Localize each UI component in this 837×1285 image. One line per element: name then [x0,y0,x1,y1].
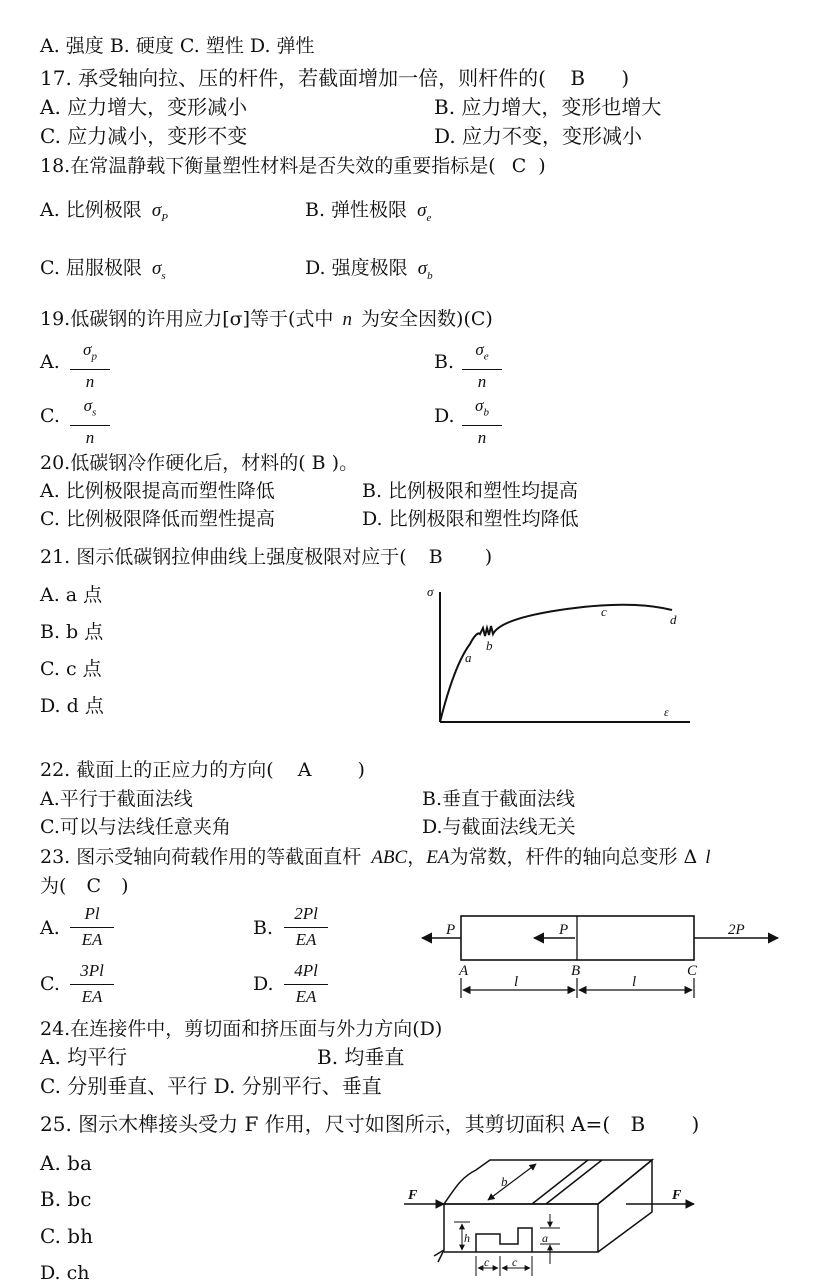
q23-option-d-label: D. [253,973,274,995]
q21-close: ) [484,546,493,568]
q23-option-a-label: A. [40,917,60,939]
q18-answer: C [511,155,527,177]
q21-option-d: D. d 点 [40,695,104,717]
q24-option-a: A. 均平行 [40,1045,128,1069]
q21-stem-text: 21. 图示低碳钢拉伸曲线上强度极限对应于( [40,546,407,568]
q18-option-c-text: C. 屈服极限 [40,257,142,279]
q23-answer: C [86,875,102,897]
q17-option-c: C. 应力减小，变形不变 [40,124,248,148]
q22-answer: A [297,759,312,781]
x-axis-label: ε [664,705,669,719]
q17-option-d: D. 应力不变，变形减小 [434,124,643,148]
q23-d-den: EA [295,987,317,1006]
point-a-label: A [459,963,469,979]
q18-b-sigma: σ [417,200,427,221]
q19-d-sub: b [483,406,489,419]
q25-answer: B [630,1112,646,1136]
block-top-face [444,1160,652,1204]
q23-b-num: 2Pl [284,904,328,928]
q23-option-b-label: B. [253,917,274,939]
q22-option-c: C.可以与法线任意夹角 [40,816,231,838]
q18-d-sub: b [427,269,433,282]
q23-close: ) [121,875,129,897]
block-right-face [598,1160,652,1252]
axial-bar-figure [418,912,788,1004]
q23-option-a-fraction [70,904,114,950]
length-bc-label: l [632,974,637,990]
q19-a-den: n [85,372,95,392]
dim-h-label: h [464,1231,470,1245]
q23-option-d-fraction [284,961,328,1007]
q19-stem [40,307,493,332]
q23-c-num: 3Pl [70,961,114,985]
q18-a-sub: P [161,211,168,224]
q19-stem-text-2: 为安全因数)(C) [361,308,493,330]
q19-stem-text: 19.低碳钢的许用应力[σ]等于(式中 [40,308,334,330]
q20-option-b: B. 比例极限和塑性均提高 [362,480,579,502]
dim-line-b [488,1164,536,1200]
q18-close: ) [538,155,546,177]
q16-options: A. 强度 B. 硬度 C. 塑性 D. 弹性 [40,35,315,57]
dim-a-label: a [542,1231,548,1245]
force-right-label: 2P [728,922,745,938]
q22-option-d: D.与截面法线无关 [422,816,576,838]
point-a-label: a [465,650,472,665]
force-left-label: F [408,1188,418,1203]
q19-option-d-fraction [462,396,502,448]
q17-option-a: A. 应力增大，变形减小 [40,95,248,119]
q17-answer: B [570,66,586,90]
mortise-joint-figure [400,1152,710,1280]
q19-option-d-label: D. [434,405,455,427]
q25-option-a: A. ba [40,1151,92,1175]
q18-option-d [305,256,433,288]
q19-b-den: n [477,372,487,392]
q24-option-b: B. 均垂直 [317,1045,405,1069]
tenon-notch [476,1228,532,1252]
q25-stem [40,1112,699,1136]
point-c-label: c [601,604,607,619]
q20-option-a: A. 比例极限提高而塑性降低 [40,480,275,502]
q19-option-c-label: C. [40,405,60,427]
q25-stem-text: 25. 图示木榫接头受力 F 作用，尺寸如图所示，其剪切面积 A=( [40,1112,611,1136]
q19-option-b-label: B. [434,351,455,373]
q20-stem: 20.低碳钢冷作硬化后，材料的( B )。 [40,452,359,474]
joint-line-2 [546,1160,602,1204]
q22-close: ) [357,759,365,781]
q23-stem-text: 23. 图示受轴向荷载作用的等截面直杆 [40,846,362,868]
q19-option-c-fraction [70,396,110,448]
q18-stem [40,154,546,178]
q21-option-b: B. b 点 [40,621,104,643]
q19-b-sub: e [483,350,489,363]
point-d-label: d [670,612,677,627]
q19-c-sub: s [92,406,97,419]
dim-b-label: b [501,1174,508,1189]
q17-option-b: B. 应力增大，变形也增大 [434,95,662,119]
q19-option-b-fraction [462,340,502,392]
stress-strain-curve [440,605,672,722]
q23-l: l [705,847,711,868]
q25-option-c: C. bh [40,1224,93,1248]
q22-stem-text: 22. 截面上的正应力的方向( [40,759,274,781]
q23-a-den: EA [81,930,103,949]
q20-option-c: C. 比例极限降低而塑性提高 [40,508,275,530]
q23-d-num: 4Pl [284,961,328,985]
q19-option-a-label: A. [40,351,60,373]
force-right-label: F [672,1188,682,1203]
q19-d-sigma: σ [475,396,484,415]
q21-answer: B [428,546,443,568]
q18-option-a-text: A. 比例极限 [40,199,142,221]
q18-stem-text: 18.在常温静载下衡量塑性材料是否失效的重要指标是( [40,155,496,177]
q19-a-sigma: σ [83,340,92,359]
point-c-label: C [687,963,698,979]
q17-stem [40,66,629,90]
dim-c2-label: c [512,1255,518,1269]
q23-option-c-fraction [70,961,114,1007]
dim-c1-label: c [484,1255,490,1269]
q17-stem-text: 17. 承受轴向拉、压的杆件，若截面增加一倍，则杆件的( [40,66,546,90]
y-axis-label: σ [427,584,434,599]
q25-option-b: B. bc [40,1187,92,1211]
q24-stem: 24.在连接件中，剪切面和挤压面与外力方向(D) [40,1018,443,1040]
q17-close: ) [621,66,630,90]
q18-a-sigma: σ [151,200,162,221]
block-left-break [434,1204,444,1262]
q18-b-sub: e [426,211,432,224]
q19-b-sigma: σ [475,340,484,359]
q23-stem-text-3: 为( [40,875,67,897]
q21-option-c: C. c 点 [40,658,102,680]
q22-option-a: A.平行于截面法线 [40,788,193,810]
q23-abc: ABC [371,847,408,868]
q23-ea: EA [426,847,450,868]
q18-option-b-text: B. 弹性极限 [305,199,408,221]
q19-c-sigma: σ [83,396,93,415]
q23-option-b-fraction [284,904,328,950]
q18-c-sub: s [161,269,166,282]
length-ab-label: l [514,974,519,990]
stress-strain-curve-figure [420,580,700,730]
q23-c-den: EA [81,987,103,1006]
q21-option-a: A. a 点 [40,584,103,606]
q23-stem [40,845,711,870]
q23-option-c-label: C. [40,973,60,995]
q18-option-c [40,256,166,288]
q25-close: ) [691,1112,700,1136]
q23-comma: ， [407,846,427,868]
q23-a-num: Pl [70,904,114,928]
q22-option-b: B.垂直于截面法线 [422,788,576,810]
q18-d-sigma: σ [417,258,428,279]
q24-option-cd: C. 分别垂直、平行 D. 分别平行、垂直 [40,1074,382,1098]
point-b-label: b [486,638,493,653]
q23-stem-text-2: 为常数，杆件的轴向总变形 Δ [449,846,698,868]
q23-b-den: EA [295,930,317,949]
force-middle-label: P [559,922,569,938]
q19-a-sub: p [91,350,97,363]
q21-stem [40,545,492,569]
force-left-label: P [446,922,456,938]
joint-line-1 [532,1160,588,1204]
q18-option-b [305,198,431,230]
q19-n: n [342,309,352,330]
point-b-label: B [571,963,581,979]
q19-c-den: n [85,428,95,448]
q18-option-a [40,198,168,230]
q25-option-d: D. ch [40,1262,90,1284]
q18-option-d-text: D. 强度极限 [305,257,408,279]
q19-d-den: n [477,428,487,448]
q22-stem [40,758,365,782]
q18-c-sigma: σ [152,258,162,279]
q23-stem-line2 [40,874,128,898]
q20-option-d: D. 比例极限和塑性均降低 [362,508,579,530]
q19-option-a-fraction [70,340,110,392]
